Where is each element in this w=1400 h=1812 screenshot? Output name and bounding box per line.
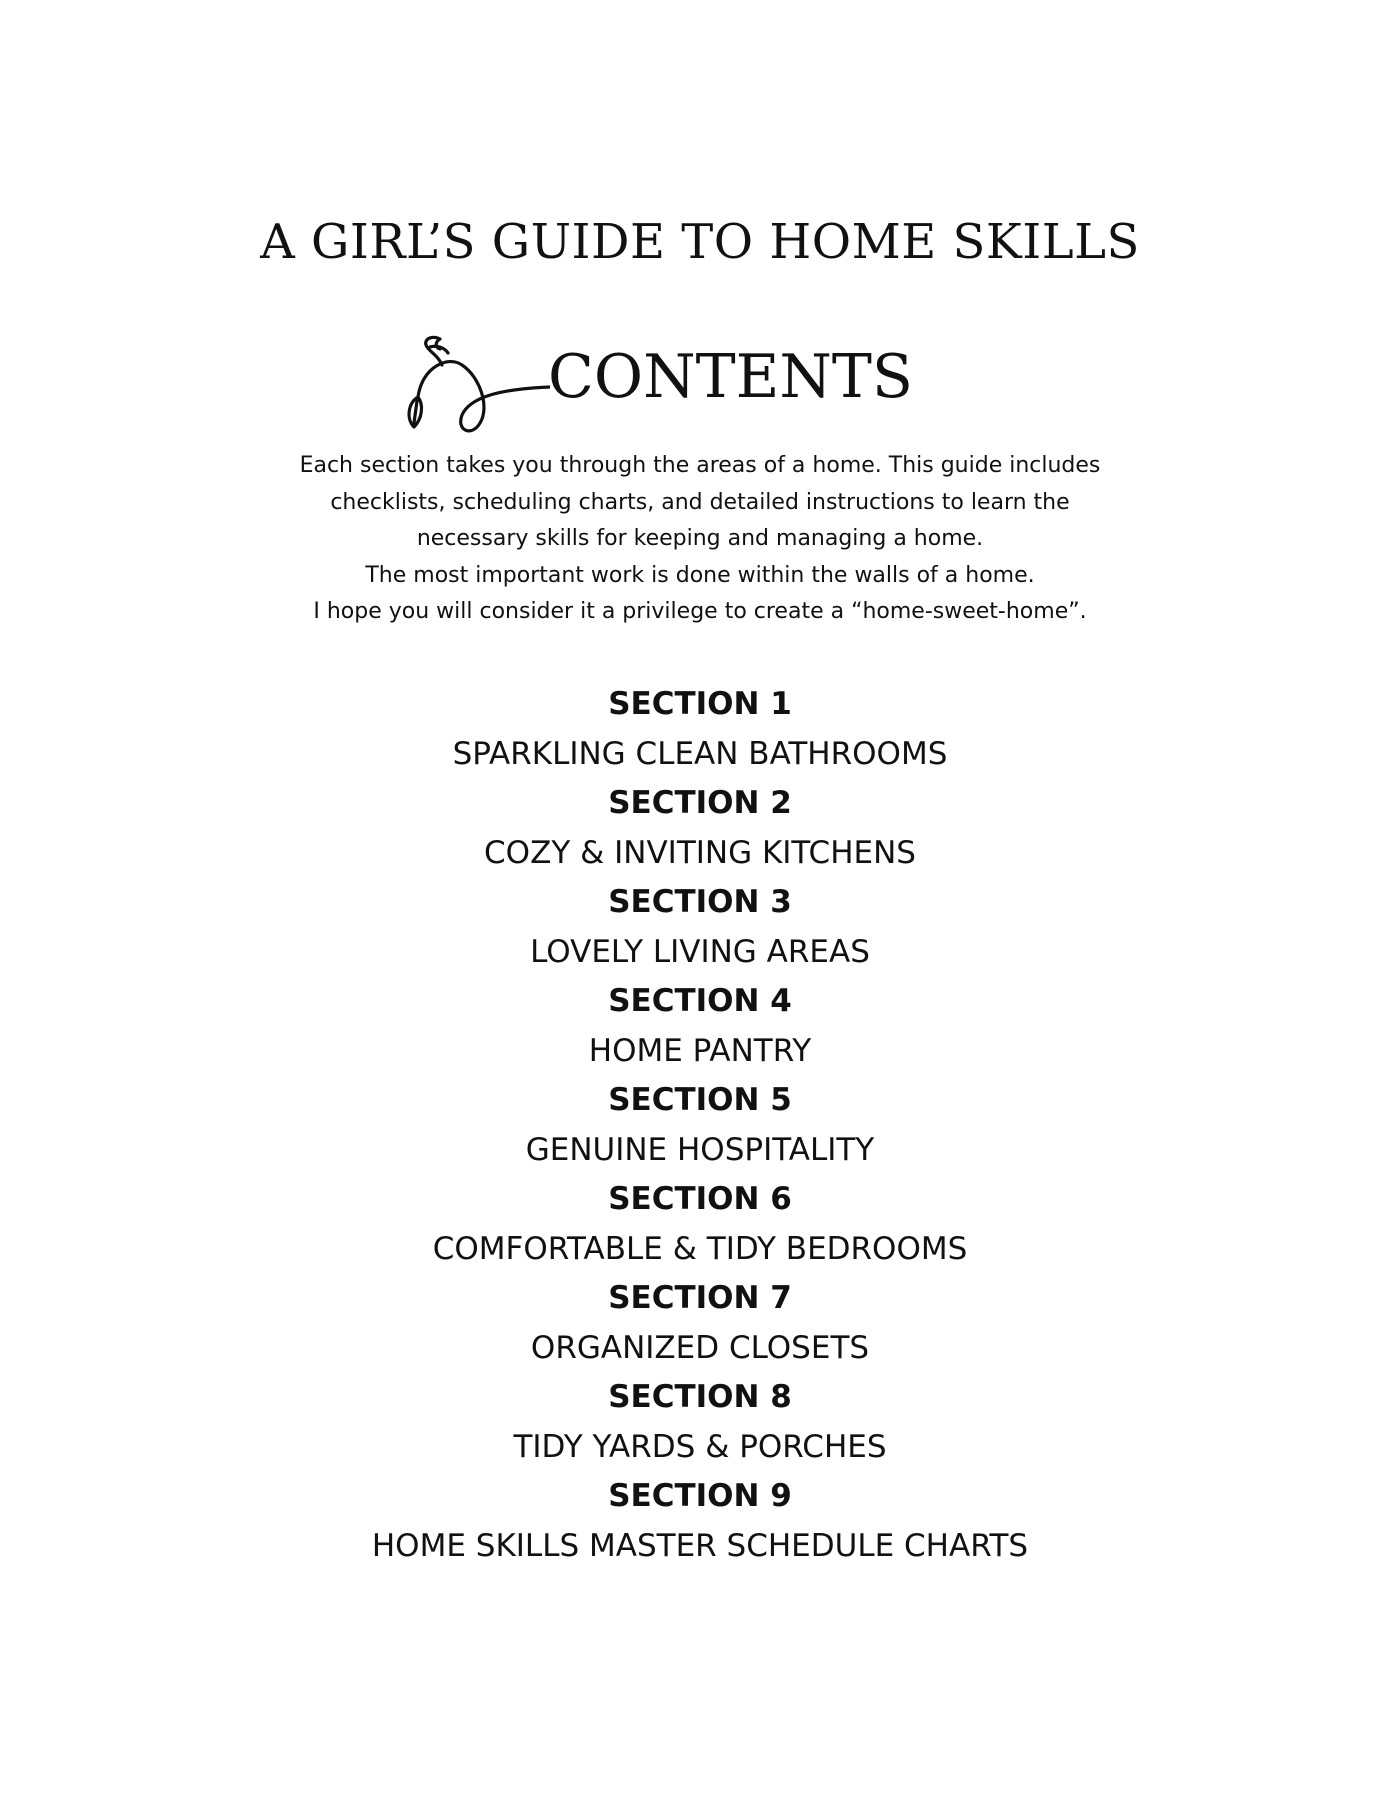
vine-leaf-icon — [400, 327, 550, 447]
toc-entry-section-9 — [0, 1472, 1400, 1571]
section-title: HOME SKILLS MASTER SCHEDULE CHARTS — [371, 1527, 1029, 1564]
intro-line: necessary skills for keeping and managing a home. — [416, 526, 984, 551]
contents-heading — [400, 327, 1100, 447]
intro-paragraph — [0, 448, 1400, 631]
section-title: ORGANIZED CLOSETS — [530, 1329, 870, 1366]
section-number: SECTION 4 — [608, 983, 792, 1019]
toc-entry-section-4 — [0, 977, 1400, 1076]
section-title: GENUINE HOSPITALITY — [525, 1131, 875, 1168]
toc-entry-section-5 — [0, 1076, 1400, 1175]
toc-entry-section-1 — [0, 680, 1400, 779]
toc-entry-section-8 — [0, 1373, 1400, 1472]
section-number: SECTION 8 — [608, 1379, 792, 1415]
contents-title: CONTENTS — [548, 342, 914, 412]
section-title: LOVELY LIVING AREAS — [530, 933, 870, 970]
section-number: SECTION 1 — [608, 686, 792, 722]
section-number: SECTION 2 — [608, 785, 792, 821]
section-number: SECTION 9 — [608, 1478, 792, 1514]
section-title: COMFORTABLE & TIDY BEDROOMS — [432, 1230, 968, 1267]
toc-entry-section-3 — [0, 878, 1400, 977]
toc-entry-section-7 — [0, 1274, 1400, 1373]
section-number: SECTION 7 — [608, 1280, 792, 1316]
section-title: HOME PANTRY — [588, 1032, 812, 1069]
section-number: SECTION 3 — [608, 884, 792, 920]
toc-entry-section-2 — [0, 779, 1400, 878]
intro-line: checklists, scheduling charts, and detailed instructions to learn the — [330, 489, 1070, 515]
section-title: TIDY YARDS & PORCHES — [513, 1428, 887, 1465]
section-title: SPARKLING CLEAN BATHROOMS — [452, 735, 948, 772]
intro-line: Each section takes you through the areas of a home. This guide includes — [299, 453, 1101, 478]
table-of-contents — [0, 680, 1400, 1571]
section-number: SECTION 6 — [608, 1181, 792, 1217]
section-number: SECTION 5 — [608, 1082, 792, 1118]
intro-line: The most important work is done within the walls of a home. — [365, 562, 1035, 588]
intro-line: I hope you will consider it a privilege to create a “home-sweet-home”. — [313, 599, 1087, 624]
toc-entry-section-6 — [0, 1175, 1400, 1274]
page-title: A GIRL’S GUIDE TO HOME SKILLS — [260, 214, 1140, 270]
section-title: COZY & INVITING KITCHENS — [484, 834, 916, 871]
